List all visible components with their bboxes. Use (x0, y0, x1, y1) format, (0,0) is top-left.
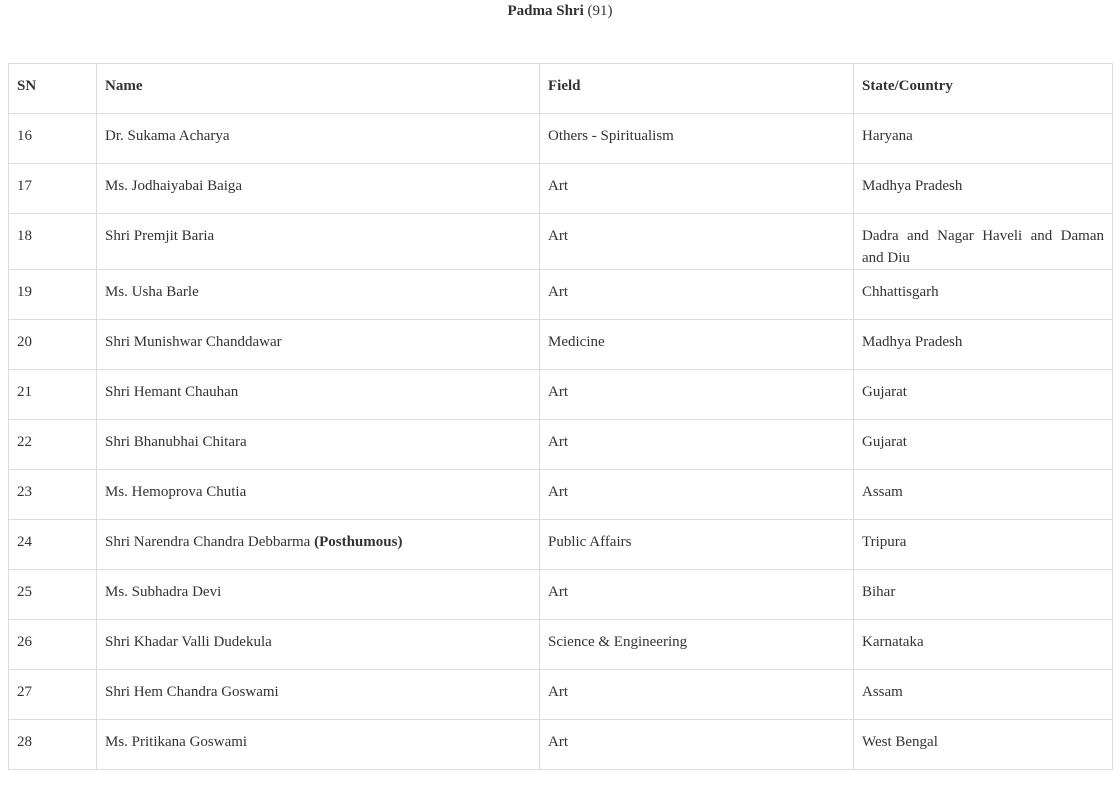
cell-field: Art (540, 270, 854, 320)
table-row (9, 570, 1113, 620)
cell-name (97, 270, 540, 320)
awardee-name: Shri Munishwar Chanddawar (105, 334, 282, 350)
awardee-name: Ms. Jodhaiyabai Baiga (105, 178, 243, 194)
cell-sn: 21 (9, 370, 97, 420)
cell-field: Art (540, 214, 854, 270)
header-sn: SN (9, 64, 97, 114)
header-name: Name (97, 64, 540, 114)
header-state-country: State/Country (854, 64, 1113, 114)
awardee-name: Ms. Usha Barle (105, 284, 199, 300)
cell-field: Art (540, 570, 854, 620)
cell-field: Art (540, 670, 854, 720)
table-row (9, 670, 1113, 720)
cell-state-country: Assam (854, 670, 1113, 720)
cell-sn: 28 (9, 720, 97, 770)
cell-state-country: Gujarat (854, 420, 1113, 470)
awardees-table (8, 63, 1113, 770)
cell-field: Art (540, 420, 854, 470)
cell-name (97, 670, 540, 720)
awardee-name: Shri Premjit Baria (105, 228, 215, 244)
cell-state-country: Tripura (854, 520, 1113, 570)
page-title-count: (91) (587, 3, 613, 19)
table-row (9, 320, 1113, 370)
cell-sn: 18 (9, 214, 97, 270)
cell-state-country: Karnataka (854, 620, 1113, 670)
table-row (9, 420, 1113, 470)
cell-name (97, 420, 540, 470)
table-row (9, 520, 1113, 570)
cell-name (97, 570, 540, 620)
cell-state-country: Madhya Pradesh (854, 320, 1113, 370)
table-body (9, 114, 1113, 770)
cell-sn: 19 (9, 270, 97, 320)
cell-sn: 17 (9, 164, 97, 214)
cell-field: Others - Spiritualism (540, 114, 854, 164)
cell-name (97, 114, 540, 164)
cell-name (97, 370, 540, 420)
cell-sn: 27 (9, 670, 97, 720)
cell-state-country: Gujarat (854, 370, 1113, 420)
cell-name (97, 214, 540, 270)
cell-name (97, 320, 540, 370)
cell-field: Art (540, 370, 854, 420)
awardee-name: Shri Hem Chandra Goswami (105, 684, 279, 700)
cell-field: Science & Engineering (540, 620, 854, 670)
table-row (9, 114, 1113, 164)
cell-sn: 23 (9, 470, 97, 520)
table-row (9, 720, 1113, 770)
table-row (9, 470, 1113, 520)
awardee-name: Ms. Subhadra Devi (105, 584, 222, 600)
table-row (9, 370, 1113, 420)
cell-sn: 25 (9, 570, 97, 620)
cell-name (97, 720, 540, 770)
awardee-name: Shri Hemant Chauhan (105, 384, 239, 400)
table-row (9, 620, 1113, 670)
cell-name (97, 620, 540, 670)
table-row (9, 270, 1113, 320)
awardee-name: Dr. Sukama Acharya (105, 128, 230, 144)
cell-name (97, 470, 540, 520)
header-field: Field (540, 64, 854, 114)
cell-state-country: West Bengal (854, 720, 1113, 770)
cell-state-country: Bihar (854, 570, 1113, 620)
cell-name (97, 164, 540, 214)
page-title-text: Padma Shri (507, 3, 584, 19)
cell-sn: 20 (9, 320, 97, 370)
cell-name (97, 520, 540, 570)
cell-sn: 22 (9, 420, 97, 470)
cell-field: Art (540, 164, 854, 214)
awardee-name: Ms. Pritikana Goswami (105, 734, 248, 750)
cell-field: Art (540, 470, 854, 520)
awardee-name: Shri Khadar Valli Dudekula (105, 634, 272, 650)
page-title (0, 2, 1114, 20)
cell-state-country: Chhattisgarh (854, 270, 1113, 320)
cell-field: Medicine (540, 320, 854, 370)
cell-sn: 26 (9, 620, 97, 670)
posthumous-label: (Posthumous) (314, 534, 403, 550)
cell-field: Public Affairs (540, 520, 854, 570)
table-row (9, 214, 1113, 270)
cell-state-country: Madhya Pradesh (854, 164, 1113, 214)
awardee-name: Ms. Hemoprova Chutia (105, 484, 247, 500)
awardee-name: Shri Bhanubhai Chitara (105, 434, 247, 450)
awardee-name: Shri Narendra Chandra Debbarma (105, 534, 311, 550)
cell-sn: 16 (9, 114, 97, 164)
cell-sn: 24 (9, 520, 97, 570)
cell-state-country: Haryana (854, 114, 1113, 164)
table-row (9, 164, 1113, 214)
cell-state-country: Assam (854, 470, 1113, 520)
table-header-row (9, 64, 1113, 114)
cell-state-country: Dadra and Nagar Haveli and Daman and Diu (854, 214, 1113, 270)
cell-field: Art (540, 720, 854, 770)
